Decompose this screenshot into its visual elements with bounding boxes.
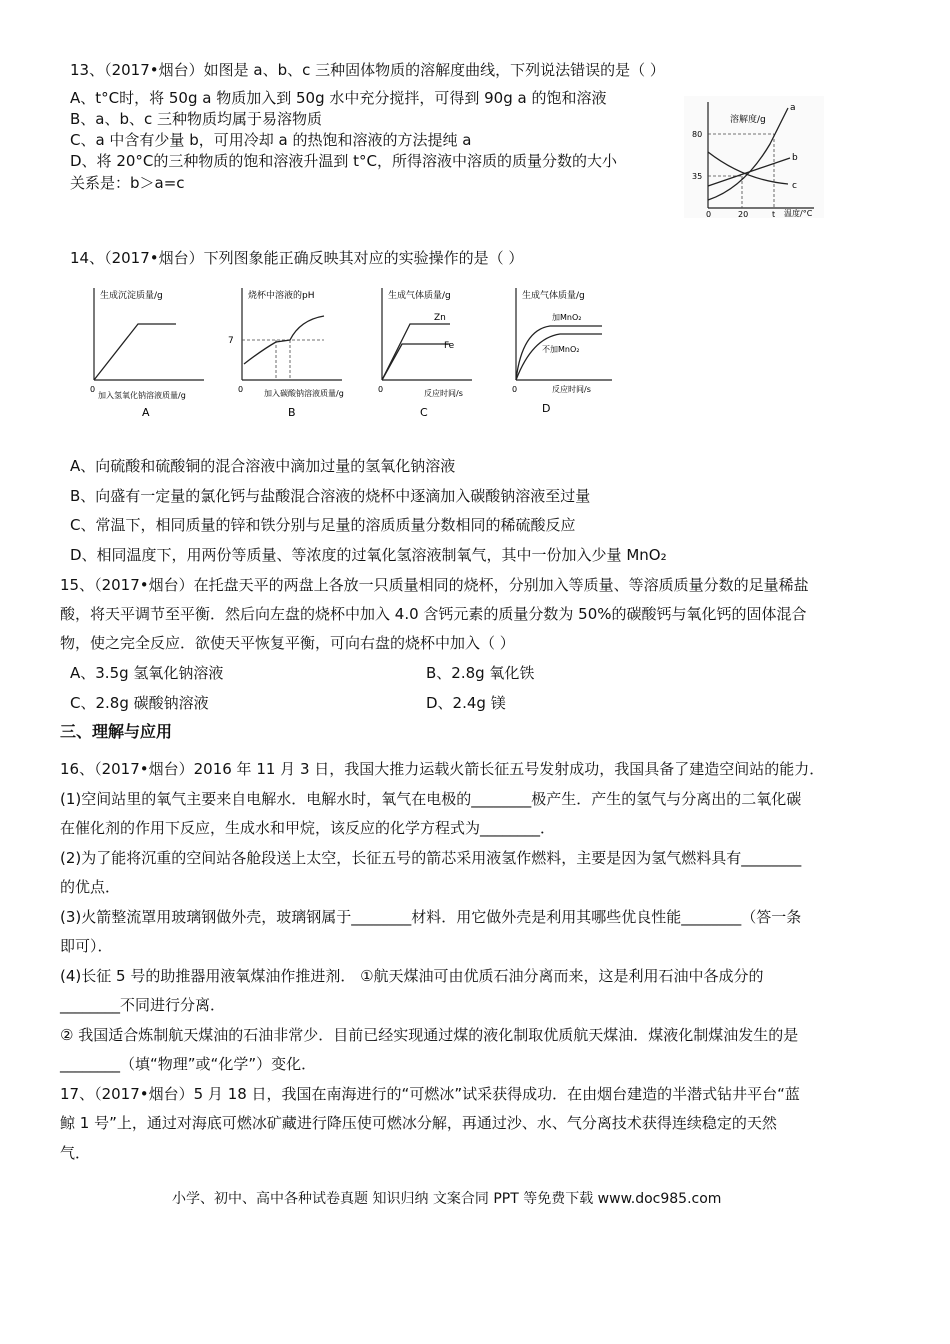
q13-option-d: D、将 20°C的三种物质的饱和溶液升温到 t°C，所得溶液中溶质的质量分数的大小 bbox=[70, 152, 618, 170]
q13-option-d-cont: 关系是：b＞a=c bbox=[70, 174, 185, 192]
q13-option-a: A、t°C时，将 50g a 物质加入到 50g 水中充分搅拌，可得到 90g a 的饱和溶液 bbox=[70, 89, 607, 107]
tick-80: 80 bbox=[692, 130, 703, 139]
q16-line-7: 即可）． bbox=[60, 937, 113, 955]
graph-c-label-zn: Zn bbox=[434, 313, 446, 323]
graph-a-curve bbox=[94, 324, 176, 380]
label-c: c bbox=[792, 181, 797, 191]
q15-option-a: A、3.5g 氢氧化钠溶液 bbox=[70, 664, 224, 682]
graph-c bbox=[378, 288, 472, 419]
q13-option-b: B、a、b、c 三种物质均属于易溶物质 bbox=[70, 110, 323, 128]
graph-a-ylabel: 生成沉淀质量/g bbox=[100, 291, 163, 301]
graph-c-ylabel: 生成气体质量/g bbox=[388, 291, 451, 301]
graph-d-xlabel: 反应时间/s bbox=[552, 385, 591, 394]
q15-line-2: 酸，将天平调节至平衡．然后向左盘的烧杯中加入 4.0 含钙元素的质量分数为 50%的碳酸钙与氧化钙的固体混合 bbox=[60, 605, 807, 623]
q13-option-c: C、a 中含有少量 b，可用冷却 a 的热饱和溶液的方法提纯 a bbox=[70, 131, 472, 149]
label-b: b bbox=[792, 153, 798, 163]
graph-d-ylabel: 生成气体质量/g bbox=[522, 291, 585, 301]
q15-option-d: D、2.4g 镁 bbox=[426, 694, 506, 712]
tick-20: 20 bbox=[738, 210, 749, 218]
graph-b bbox=[228, 288, 344, 419]
y-axis-label: 溶解度/g bbox=[730, 115, 766, 125]
graph-c-origin: 0 bbox=[378, 385, 384, 394]
graph-b-ylabel: 烧杯中溶液的pH bbox=[248, 291, 315, 301]
q16-line-5: 的优点． bbox=[60, 878, 121, 896]
graph-b-xlabel: 加入碳酸钠溶液质量/g bbox=[264, 389, 344, 398]
origin-label: 0 bbox=[706, 210, 712, 218]
q14-option-c: C、常温下，相同质量的锌和铁分别与足量的溶质质量分数相同的稀硫酸反应 bbox=[70, 516, 576, 534]
page-footer: 小学、初中、高中各种试卷真题 知识归纳 文案合同 PPT 等免费下载 www.doc985.com bbox=[172, 1191, 722, 1207]
section-heading: 三、理解与应用 bbox=[60, 722, 173, 741]
q13-stem: 13、（2017•烟台）如图是 a、b、c 三种固体物质的溶解度曲线，下列说法错误的是（ ） bbox=[70, 61, 665, 79]
graph-a-xlabel: 加入氢氧化钠溶液质量/g bbox=[98, 391, 186, 400]
graph-c-curve-zn bbox=[382, 324, 450, 380]
q14-option-a: A、向硫酸和硫酸铜的混合溶液中滴加过量的氢氧化钠溶液 bbox=[70, 457, 456, 475]
label-a: a bbox=[790, 103, 796, 113]
q16-line-2: (1)空间站里的氧气主要来自电解水．电解水时，氧气在电极的________极产生．产生的氢气与分离出的二氧化碳 bbox=[60, 790, 802, 808]
graph-c-tag: C bbox=[420, 406, 428, 419]
graph-c-curve-fe bbox=[382, 344, 450, 380]
tick-35: 35 bbox=[692, 172, 703, 181]
graph-d-label-with: 加MnO₂ bbox=[552, 313, 582, 322]
q16-line-10: ② 我国适合炼制航天煤油的石油非常少．目前已经实现通过煤的液化制取优质航天煤油．煤液化制煤油发生的是 bbox=[60, 1026, 799, 1044]
graph-b-origin: 0 bbox=[238, 385, 244, 394]
graph-b-tick-7: 7 bbox=[228, 336, 234, 346]
x-axis-label: 温度/°C bbox=[784, 209, 813, 218]
q16-line-3: 在催化剂的作用下反应，生成水和甲烷，该反应的化学方程式为________． bbox=[60, 819, 556, 837]
graph-d-curve-without bbox=[516, 334, 602, 380]
q14-stem: 14、（2017•烟台）下列图象能正确反映其对应的实验操作的是（ ） bbox=[70, 249, 524, 267]
graph-a-origin: 0 bbox=[90, 385, 96, 394]
q17-line-3: 气． bbox=[60, 1144, 91, 1162]
graph-d bbox=[512, 288, 612, 415]
q15-option-c: C、2.8g 碳酸钠溶液 bbox=[70, 694, 209, 712]
q16-line-9: ________不同进行分离． bbox=[60, 996, 226, 1014]
graph-a bbox=[90, 288, 204, 419]
graph-d-label-without: 不加MnO₂ bbox=[542, 345, 580, 354]
q16-line-6: (3)火箭整流罩用玻璃钢做外壳，玻璃钢属于________材料．用它做外壳是利用其哪些优良性能________（答一条 bbox=[60, 908, 802, 926]
graph-c-label-fe: Fe bbox=[444, 341, 455, 351]
tick-t: t bbox=[772, 210, 776, 218]
q17-line-1: 17、（2017•烟台）5 月 18 日，我国在南海进行的“可燃冰”试采获得成功．在由烟台建造的半潜式钻井平台“蓝 bbox=[60, 1085, 800, 1103]
q17-line-2: 鲸 1 号”上，通过对海底可燃冰矿藏进行降压使可燃冰分解，再通过沙、水、气分离技术获得连续稳定的天然 bbox=[60, 1114, 777, 1132]
graph-b-tag: B bbox=[288, 406, 296, 419]
q14-option-d: D、相同温度下，用两份等质量、等浓度的过氧化氢溶液制氧气，其中一份加入少量 MnO₂ bbox=[70, 546, 667, 564]
q16-line-4: (2)为了能将沉重的空间站各舱段送上太空，长征五号的箭芯采用液氢作燃料，主要是因为氢气燃料具有________ bbox=[60, 849, 802, 867]
graph-c-xlabel: 反应时间/s bbox=[424, 389, 463, 398]
q14-option-b: B、向盛有一定量的氯化钙与盐酸混合溶液的烧杯中逐滴加入碳酸钠溶液至过量 bbox=[70, 487, 591, 505]
q15-line-1: 15、（2017•烟台）在托盘天平的两盘上各放一只质量相同的烧杯，分别加入等质量、等溶质质量分数的足量稀盐 bbox=[60, 576, 809, 594]
graph-d-origin: 0 bbox=[512, 385, 518, 394]
q15-line-3: 物，使之完全反应．欲使天平恢复平衡，可向右盘的烧杯中加入（ ） bbox=[60, 634, 515, 652]
solubility-curve-figure bbox=[684, 96, 824, 218]
q16-line-8: (4)长征 5 号的助推器用液氧煤油作推进剂． ①航天煤油可由优质石油分离而来，这是利用石油中各成分的 bbox=[60, 967, 764, 985]
graph-d-tag: D bbox=[542, 402, 551, 415]
q14-graphs bbox=[80, 280, 620, 420]
q16-line-1: 16、（2017•烟台）2016 年 11 月 3 日，我国大推力运载火箭长征五号发射成功，我国具备了建造空间站的能力． bbox=[60, 760, 825, 778]
q15-option-b: B、2.8g 氧化铁 bbox=[426, 664, 535, 682]
q16-line-11: ________（填“物理”或“化学”）变化． bbox=[60, 1055, 317, 1073]
graph-a-tag: A bbox=[142, 406, 150, 419]
